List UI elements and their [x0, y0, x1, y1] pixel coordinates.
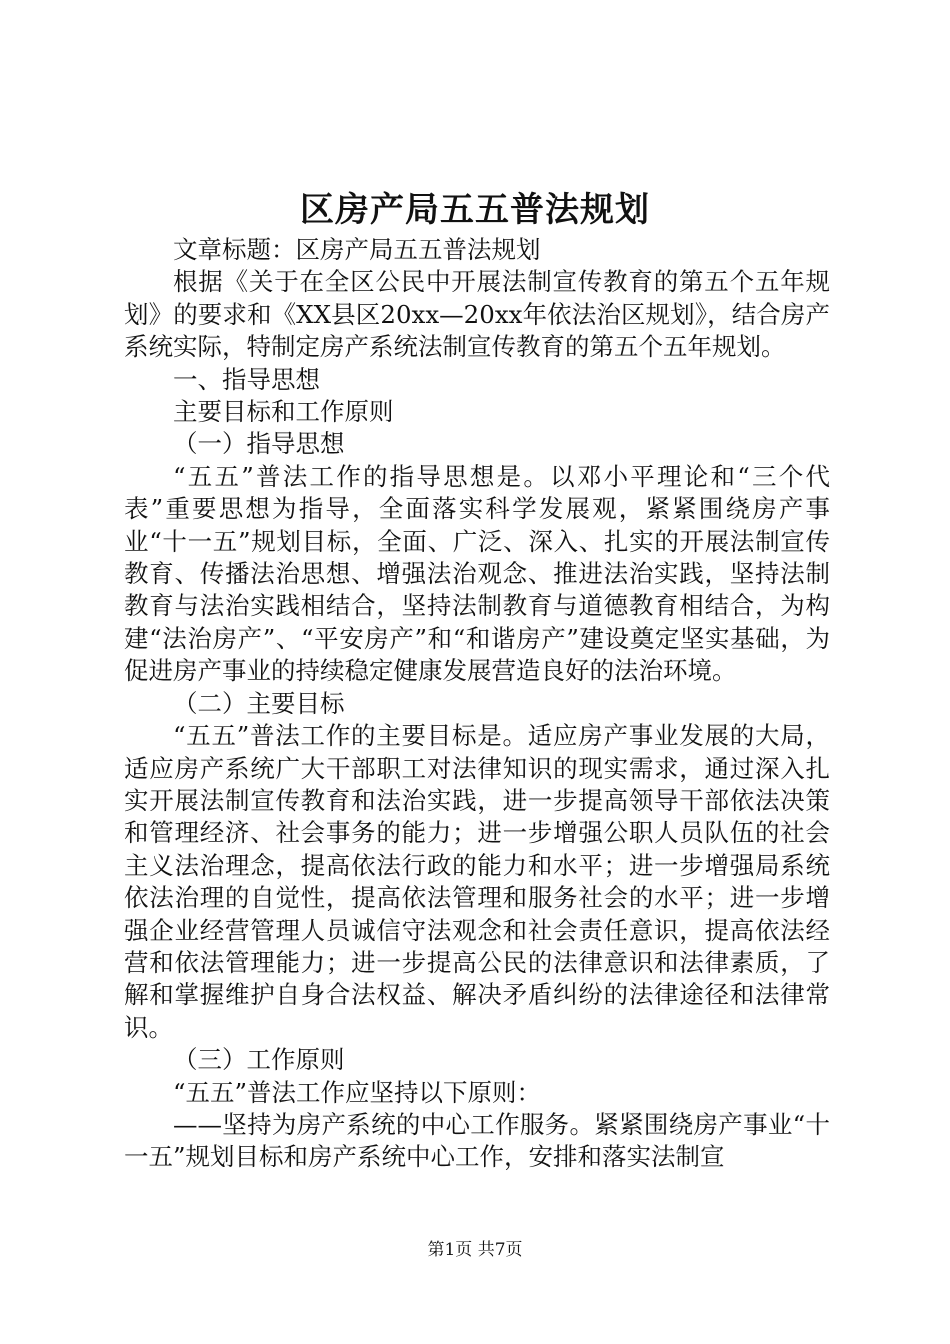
document-title: 区房产局五五普法规划 [300, 190, 650, 230]
document-body [124, 234, 830, 1174]
article-title-line: 文章标题：区房产局五五普法规划 [173, 235, 541, 264]
body-paragraph: “五五”普法工作的主要目标是。适应房产事业发展的大局，适应房产系统广大干部职工对法律知识的现实需求，通过深入扎实开展法制宣传教育和法治实践，进一步提高领导干部依法决策和管理经济、社会事务的能力；进一步增强公职人员队伍的社会主义法治理念，提高依法行政的能力和水平；进一步增强局系统依法治理的自觉性，提高依法管理和服务社会的水平；进一步增强企业经营管理人员诚信守法观念和社会责任意识，提高依法经营和依法管理能力；进一步提高公民的法律意识和法律素质，了解和掌握维护自身合法权益、解决矛盾纠纷的法律途径和法律常识。 [124, 721, 830, 1042]
body-paragraph: “五五”普法工作的指导思想是。以邓小平理论和“三个代表”重要思想为指导，全面落实科学发展观，紧紧围绕房产事业“十一五”规划目标，全面、广泛、深入、扎实的开展法制宣传教育、传播法治思想、增强法治观念、推进法治实践，坚持法制教育与法治实践相结合，坚持法制教育与道德教育相结合，为构建“法治房产”、“平安房产”和“和谐房产”建设奠定坚实基础，为促进房产事业的持续稳定健康发展营造良好的法治环境。 [124, 461, 830, 686]
page-number-footer: 第1页 共7页 [427, 1240, 523, 1260]
intro-paragraph: 根据《关于在全区公民中开展法制宣传教育的第五个五年规划》的要求和《XX县区20xx—20xx年依法治区规划》，结合房产系统实际，特制定房产系统法制宣传教育的第五个五年规划。 [124, 267, 830, 362]
subsection-heading: （二）主要目标 [173, 688, 345, 718]
body-paragraph: ——坚持为房产系统的中心工作服务。紧紧围绕房产事业“十一五”规划目标和房产系统中心工作，安排和落实法制宣 [124, 1109, 830, 1172]
section-heading: 主要目标和工作原则 [173, 397, 394, 427]
subsection-heading: （三）工作原则 [173, 1045, 345, 1075]
body-paragraph: “五五”普法工作应坚持以下原则： [173, 1077, 542, 1107]
section-heading: 一、指导思想 [173, 364, 320, 394]
subsection-heading: （一）指导思想 [173, 429, 345, 459]
